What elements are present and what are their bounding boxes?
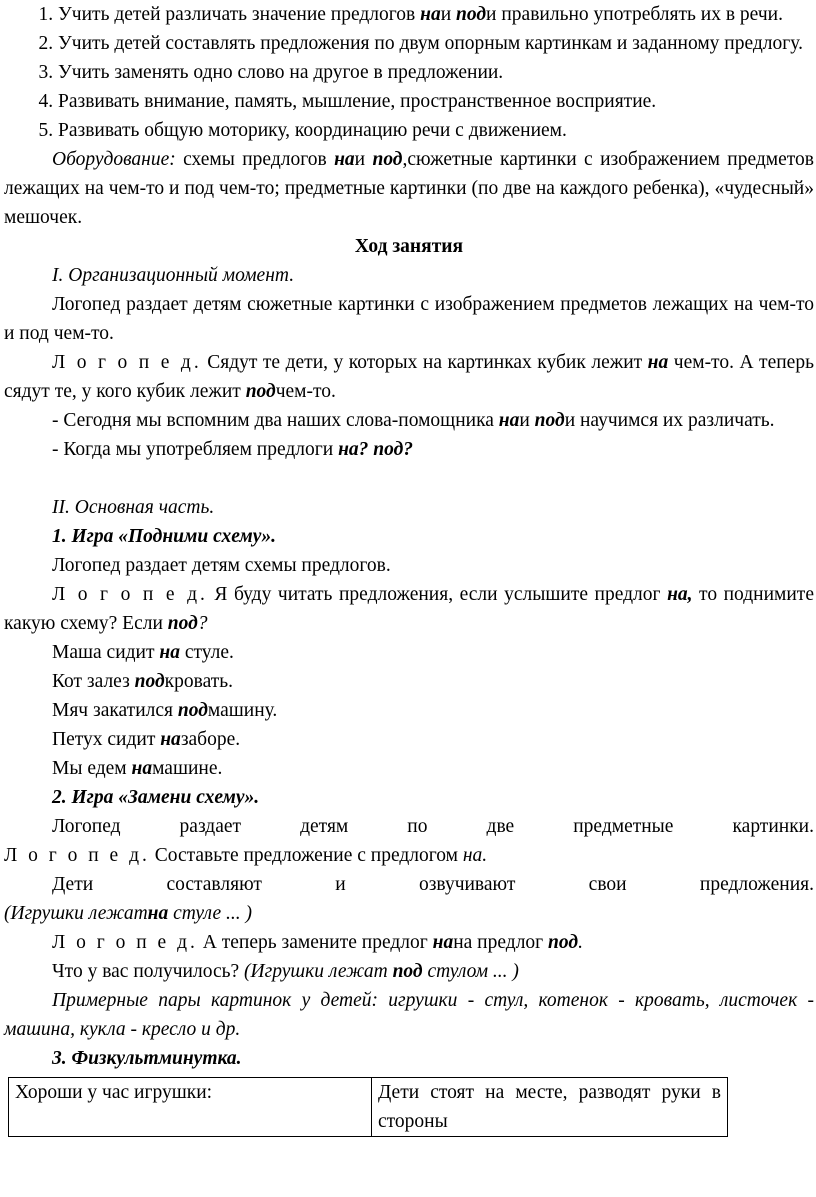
speaker-label: Л о г о п е д. <box>52 352 202 373</box>
goal-item-3: 3. Учить заменять одно слово на другое в предложении. <box>58 58 814 87</box>
part1-paragraph-2: Л о г о п е д. Сядут те дети, у которых на картинках кубик лежит на чем-то. А теперь сядут те, у кого кубик лежит подчем-то. <box>4 352 814 402</box>
speaker-label: Л о г о п е д. <box>4 845 150 866</box>
table-cell-action: Дети стоят на месте, разводят руки в стороны <box>372 1078 728 1137</box>
exercise-table <box>8 1077 728 1137</box>
goal-item-5: 5. Развивать общую моторику, координацию речи с движением. <box>58 116 814 145</box>
game1-sentence-5: Мы едем намашине. <box>52 758 223 779</box>
game1-sentence-3: Мяч закатился подмашину. <box>52 700 278 721</box>
goal-item-2: 2. Учить детей составлять предложения по двум опорным картинкам и заданному предлогу. <box>58 29 814 58</box>
game1-sentence-2: Кот залез подкровать. <box>52 671 234 692</box>
game3-title: 3. Физкультминутка. <box>52 1048 242 1069</box>
part1-paragraph-4: - Когда мы употребляем предлоги на? под? <box>52 439 414 460</box>
lesson-heading: Ход занятия <box>354 236 464 257</box>
part2-title: II. Основная часть. <box>52 497 215 518</box>
part1-paragraph-1: Логопед раздает детям сюжетные картинки с изображением предметов лежащих на чем-то и под чем-то. <box>4 294 814 344</box>
game1-title: 1. Игра «Подними схему». <box>52 526 277 547</box>
game2-paragraph-1: Логопед раздает детям по две предметные картинки. <box>52 816 814 837</box>
part1-paragraph-3: - Сегодня мы вспомним два наших слова-помощника наи поди научимся их различать. <box>52 410 775 431</box>
speaker-label: Л о г о п е д. <box>52 584 208 605</box>
game2-paragraph-6: Что у вас получилось? (Игрушки лежат под стулом ... ) <box>52 961 519 982</box>
game2-title: 2. Игра «Замени схему». <box>52 787 260 808</box>
game2-paragraph-4: (Игрушки лежатна стуле ... ) <box>4 903 253 924</box>
game2-paragraph-3: Дети составляют и озвучивают свои предложения. <box>52 874 814 895</box>
equipment-label: Оборудование: <box>52 149 176 170</box>
game2-paragraph-5: Л о г о п е д. А теперь замените предлог нана предлог под. <box>52 932 583 953</box>
part1-title: I. Организационный момент. <box>52 265 295 286</box>
table-cell-text: Хороши у час игрушки: <box>9 1078 372 1137</box>
game1-paragraph-2: Л о г о п е д. Я буду читать предложения, если услышите предлог на, то поднимите какую схему? Если под? <box>4 584 814 634</box>
goals-list <box>4 0 814 145</box>
blank-line <box>4 464 814 493</box>
goal-item-4: 4. Развивать внимание, память, мышление, пространственное восприятие. <box>58 87 814 116</box>
equipment-paragraph: Оборудование: схемы предлогов наи под,сюжетные картинки с изображением предметов лежащих на чем-то и под чем-то; предметные картинки (по две на каждого ребенка), «чудесный» мешочек. <box>4 149 815 228</box>
game1-sentence-4: Петух сидит назаборе. <box>52 729 241 750</box>
game2-paragraph-2: Л о г о п е д. Составьте предложение с предлогом на. <box>4 845 488 866</box>
game1-sentence-1: Маша сидит на стуле. <box>52 642 234 663</box>
game2-paragraph-7: Примерные пары картинок у детей: игрушки - стул, котенок - кровать, листочек - машина, кукла - кресло и др. <box>4 990 814 1040</box>
game1-paragraph-1: Логопед раздает детям схемы предлогов. <box>52 555 391 576</box>
goal-item-1: 1. Учить детей различать значение предлогов наи поди правильно употреблять их в речи. <box>58 0 814 29</box>
speaker-label: Л о г о п е д. <box>52 932 198 953</box>
table-row <box>9 1078 728 1137</box>
